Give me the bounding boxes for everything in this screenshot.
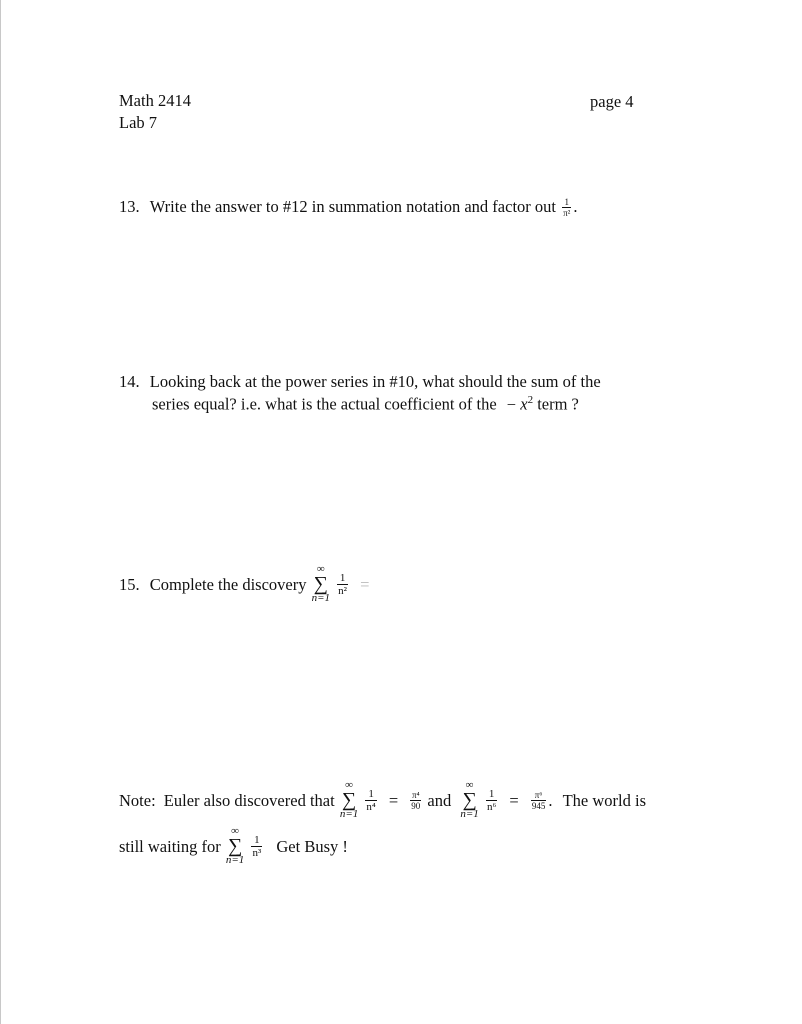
sigma-symbol: ∑ [227, 835, 243, 857]
minus-sign: − [506, 394, 517, 414]
summation [312, 564, 330, 605]
fraction-denominator: π² [563, 208, 571, 219]
fraction-one-over-pi-squared [562, 198, 571, 218]
question-line-1: Looking back at the power series in #10, what should the sum of the [149, 372, 601, 391]
summation-n6 [460, 780, 478, 821]
note-line-2-text: still waiting for [119, 836, 221, 856]
note-label: Note: [119, 790, 156, 810]
question-number: 13. [119, 197, 140, 216]
period: . [548, 790, 553, 810]
equals-sign: = [388, 790, 399, 810]
summation-lower-limit: n=1 [339, 808, 359, 820]
conjunction-and: and [427, 790, 452, 810]
question-line-2-end: term ? [537, 394, 579, 414]
summation-upper-limit: ∞ [316, 563, 325, 575]
page-left-edge [0, 0, 1, 1024]
question-number: 14. [119, 372, 140, 391]
summation-lower-limit: n=1 [460, 808, 479, 820]
sigma-symbol: ∑ [313, 573, 328, 595]
fraction-numerator: 1 [339, 571, 346, 584]
question-14 [119, 372, 601, 392]
question-text: Write the answer to #12 in summation notation and factor out [149, 197, 556, 216]
fraction-pi6-over-945 [531, 791, 547, 811]
note-line-1 [119, 780, 646, 821]
course-title: Math 2414 [119, 91, 191, 110]
fraction-denominator: 945 [531, 800, 546, 811]
note-intro: Euler also discovered that [163, 790, 335, 810]
variable-x: x [520, 394, 528, 414]
question-15 [119, 564, 375, 605]
question-13 [119, 197, 578, 218]
note-tail-text: The world is [562, 790, 646, 810]
note-line-2 [119, 826, 348, 867]
summation-upper-limit: ∞ [465, 779, 474, 791]
question-number: 15. [119, 574, 140, 594]
equals-sign: = [509, 790, 519, 810]
fraction-numerator: π⁴ [411, 789, 420, 800]
question-14-line-2 [152, 394, 579, 415]
equals-sign: = [360, 574, 370, 594]
question-text: Complete the discovery [149, 574, 307, 594]
summation-n3 [226, 826, 244, 867]
fraction-denominator: n⁶ [486, 800, 497, 813]
fraction-one-over-n3 [251, 835, 262, 859]
summation-upper-limit: ∞ [231, 825, 240, 837]
get-busy-text: Get Busy ! [276, 836, 348, 856]
summation-lower-limit: n=1 [311, 592, 331, 604]
lab-title: Lab 7 [119, 113, 158, 132]
sigma-symbol: ∑ [341, 789, 357, 811]
fraction-one-over-n4 [365, 789, 376, 813]
fraction-numerator: 1 [488, 787, 495, 800]
fraction-numerator: π⁶ [534, 789, 543, 800]
fraction-denominator: 90 [411, 800, 421, 811]
sigma-symbol: ∑ [462, 789, 477, 811]
page-number: page 4 [590, 92, 634, 111]
summation-lower-limit: n=1 [225, 854, 245, 866]
fraction-denominator: n³ [252, 846, 262, 859]
fraction-numerator: 1 [368, 787, 374, 800]
question-line-2-text: series equal? i.e. what is the actual coefficient of the [152, 394, 497, 414]
fraction-denominator: n⁴ [366, 800, 376, 813]
fraction-numerator: 1 [254, 833, 260, 846]
fraction-one-over-n-squared [337, 573, 348, 597]
fraction-denominator: n² [338, 584, 347, 597]
fraction-numerator: 1 [564, 197, 569, 208]
fraction-pi4-over-90 [410, 791, 421, 811]
summation-n4 [340, 780, 358, 821]
fraction-one-over-n6 [486, 789, 497, 813]
exponent: 2 [527, 394, 534, 406]
period: . [573, 197, 578, 216]
summation-upper-limit: ∞ [345, 779, 353, 791]
